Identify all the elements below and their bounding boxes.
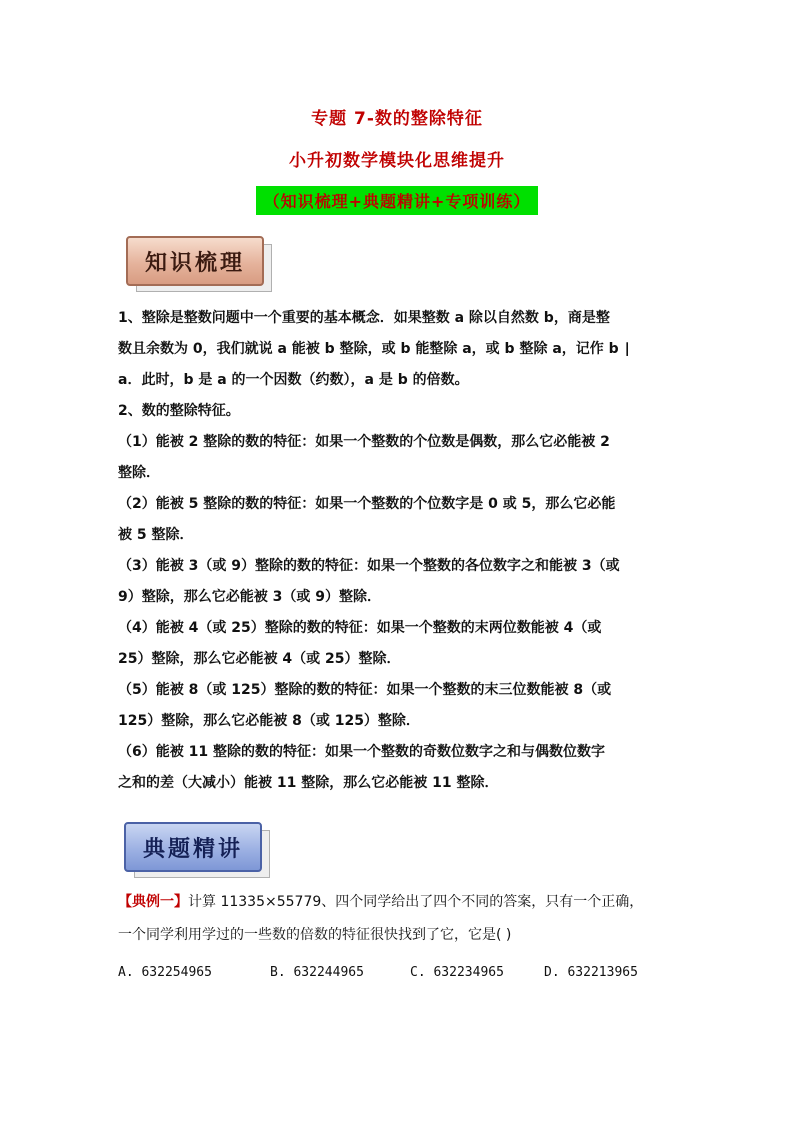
knowledge-section-label: 知识梳理 bbox=[126, 236, 264, 286]
content-tag: （知识梳理+典题精讲+专项训练） bbox=[256, 186, 539, 215]
knowledge-line: （3）能被 3（或 9）整除的数的特征：如果一个整数的各位数字之和能被 3（或 bbox=[118, 558, 620, 574]
knowledge-line: 125）整除，那么它必能被 8（或 125）整除． bbox=[118, 713, 420, 729]
option-b: B. 632244965 bbox=[270, 965, 364, 980]
knowledge-line: 数且余数为 0，我们就说 a 能被 b 整除，或 b 能整除 a，或 b 整除 a，记作 b ∣ bbox=[118, 341, 631, 357]
page-title: 专题 7-数的整除特征 bbox=[311, 109, 483, 129]
knowledge-section-banner bbox=[126, 236, 262, 284]
knowledge-line: （2）能被 5 整除的数的特征：如果一个整数的个位数字是 0 或 5，那么它必能 bbox=[118, 496, 616, 512]
knowledge-line: 25）整除，那么它必能被 4（或 25）整除． bbox=[118, 651, 401, 667]
knowledge-line: 2、数的整除特征。 bbox=[118, 403, 240, 419]
knowledge-line: （1）能被 2 整除的数的特征：如果一个整数的个位数是偶数，那么它必能被 2 bbox=[118, 434, 610, 450]
tag-wrapper bbox=[0, 186, 794, 215]
knowledge-line: a．此时，b 是 a 的一个因数（约数），a 是 b 的倍数。 bbox=[118, 372, 469, 388]
example-question-line-2: 一个同学利用学过的一些数的倍数的特征很快找到了它，它是( ) bbox=[118, 927, 512, 943]
knowledge-line: 整除． bbox=[118, 465, 160, 481]
knowledge-line: 被 5 整除． bbox=[118, 527, 194, 543]
knowledge-line: （5）能被 8（或 125）整除的数的特征：如果一个整数的末三位数能被 8（或 bbox=[118, 682, 612, 698]
page-subtitle: 小升初数学模块化思维提升 bbox=[289, 151, 505, 171]
example-question-line-1 bbox=[118, 886, 680, 919]
option-d: D. 632213965 bbox=[544, 965, 638, 980]
knowledge-line: 9）整除，那么它必能被 3（或 9）整除． bbox=[118, 589, 381, 605]
knowledge-line: 之和的差（大减小）能被 11 整除，那么它必能被 11 整除． bbox=[118, 775, 499, 791]
knowledge-content bbox=[118, 303, 680, 799]
option-c: C. 632234965 bbox=[410, 965, 504, 980]
option-a: A. 632254965 bbox=[118, 965, 212, 980]
example-question-text: 计算 11335×55779、四个同学给出了四个不同的答案，只有一个正确， bbox=[188, 894, 644, 910]
example-label: 【典例一】 bbox=[118, 894, 188, 910]
knowledge-line: （4）能被 4（或 25）整除的数的特征：如果一个整数的末两位数能被 4（或 bbox=[118, 620, 602, 636]
answer-options bbox=[118, 956, 680, 989]
knowledge-line: 1、整除是整数问题中一个重要的基本概念．如果整数 a 除以自然数 b，商是整 bbox=[118, 310, 610, 326]
example-one bbox=[118, 886, 680, 989]
examples-section-label: 典题精讲 bbox=[124, 822, 262, 872]
knowledge-line: （6）能被 11 整除的数的特征：如果一个整数的奇数位数字之和与偶数位数字 bbox=[118, 744, 605, 760]
examples-section-banner bbox=[124, 822, 260, 870]
